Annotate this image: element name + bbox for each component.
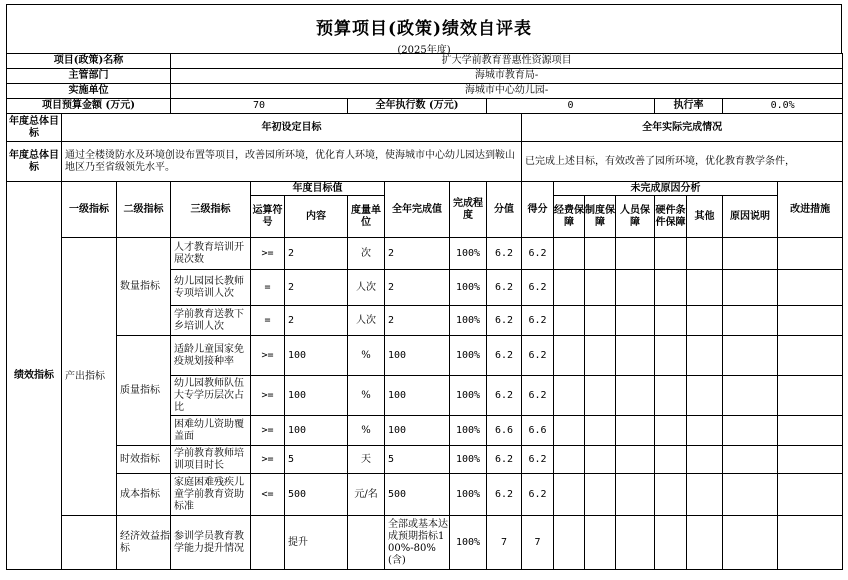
indicator-full: 全部或基本达成预期指标100%-80%(含) xyxy=(385,516,450,570)
goal-label-2: 年度总体目标 xyxy=(7,142,62,182)
rate-value: 0.0% xyxy=(723,99,843,114)
indicator-degree: 100% xyxy=(450,270,487,306)
indicator-content: 2 xyxy=(285,270,348,306)
actual-goal-text: 已完成上述目标，有效改善了园所环境，优化教育教学条件， xyxy=(522,142,843,182)
degree-header: 完成程度 xyxy=(450,182,487,238)
full-year-header: 全年完成值 xyxy=(385,182,450,238)
evaluation-sheet xyxy=(6,4,842,570)
indicator-degree: 100% xyxy=(450,516,487,570)
budget-label: 项目预算金额 (万元) xyxy=(7,99,171,114)
quality-indicator: 质量指标 xyxy=(117,336,171,446)
reason-staff-header: 人员保障 xyxy=(616,196,655,238)
goal-label: 年度总体目标 xyxy=(7,114,62,142)
exec-label: 全年执行数 (万元) xyxy=(348,99,487,114)
indicator-op: >= xyxy=(251,336,285,376)
indicator-unit: 天 xyxy=(348,446,385,474)
indicator-unit xyxy=(348,516,385,570)
indicator-degree: 100% xyxy=(450,446,487,474)
budget-value: 70 xyxy=(171,99,348,114)
reason-system-header: 制度保障 xyxy=(585,196,616,238)
perf-indicator-label: 绩效指标 xyxy=(7,182,62,570)
indicator-op: >= xyxy=(251,416,285,446)
dept-value: 海城市教育局- xyxy=(171,69,843,84)
indicator-weight: 6.2 xyxy=(487,376,522,416)
score-weight-header: 分值 xyxy=(487,182,522,238)
indicator-full: 100 xyxy=(385,336,450,376)
indicator-unit: % xyxy=(348,336,385,376)
initial-goal-header: 年初设定目标 xyxy=(62,114,522,142)
rate-label: 执行率 xyxy=(655,99,723,114)
indicator-score: 6.2 xyxy=(522,474,554,516)
content-header: 内容 xyxy=(285,196,348,238)
reason-other-header: 其他 xyxy=(687,196,723,238)
indicator-op xyxy=(251,516,285,570)
score-header: 得分 xyxy=(522,182,554,238)
indicator-content: 100 xyxy=(285,416,348,446)
unfinished-header: 未完成原因分析 xyxy=(554,182,778,196)
table-row xyxy=(7,474,843,516)
unit-value: 海城市中心幼儿园- xyxy=(171,84,843,99)
indicator-content: 提升 xyxy=(285,516,348,570)
indicator-name: 幼儿园园长教师专项培训人次 xyxy=(171,270,251,306)
indicator-weight: 6.2 xyxy=(487,446,522,474)
indicator-weight: 6.2 xyxy=(487,474,522,516)
indicator-weight: 6.2 xyxy=(487,238,522,270)
level2-header: 二级指标 xyxy=(117,182,171,238)
unit-label: 实施单位 xyxy=(7,84,171,99)
indicator-full: 100 xyxy=(385,416,450,446)
indicator-op: = xyxy=(251,270,285,306)
indicator-degree: 100% xyxy=(450,416,487,446)
reason-hardware-header: 硬件条件保障 xyxy=(655,196,687,238)
indicator-degree: 100% xyxy=(450,306,487,336)
report-year: (2025年度) xyxy=(397,45,451,56)
indicator-score: 6.6 xyxy=(522,416,554,446)
indicator-name: 家庭困难残疾儿童学前教育资助标准 xyxy=(171,474,251,516)
actual-goal-header: 全年实际完成情况 xyxy=(522,114,843,142)
exec-value: 0 xyxy=(487,99,655,114)
indicator-name: 人才教育培训开展次数 xyxy=(171,238,251,270)
indicator-unit: 次 xyxy=(348,238,385,270)
indicator-content: 2 xyxy=(285,238,348,270)
indicator-degree: 100% xyxy=(450,336,487,376)
measure-unit-header: 度量单位 xyxy=(348,196,385,238)
econ-indicator: 经济效益指标 xyxy=(117,516,171,570)
indicator-full: 5 xyxy=(385,446,450,474)
table-row xyxy=(7,516,843,570)
level1-header: 一级指标 xyxy=(62,182,117,238)
title-box xyxy=(6,4,842,56)
evaluation-table xyxy=(6,53,843,570)
dept-label: 主管部门 xyxy=(7,69,171,84)
indicator-full: 2 xyxy=(385,306,450,336)
indicator-unit: % xyxy=(348,376,385,416)
indicator-name: 参训学员教育教学能力提升情况 xyxy=(171,516,251,570)
indicator-unit: 人次 xyxy=(348,270,385,306)
indicator-score: 6.2 xyxy=(522,270,554,306)
indicator-full: 2 xyxy=(385,238,450,270)
indicator-weight: 6.2 xyxy=(487,270,522,306)
table-row xyxy=(7,238,843,270)
cost-indicator: 成本指标 xyxy=(117,474,171,516)
indicator-op: <= xyxy=(251,474,285,516)
level3-header: 三级指标 xyxy=(171,182,251,238)
indicator-score: 6.2 xyxy=(522,336,554,376)
initial-goal-text: 通过全楼烫防水及环境创设布置等项目，改善园所环境，优化育人环境，使海城市中心幼儿园达到鞍山地区乃至省级领先水平。 xyxy=(62,142,522,182)
indicator-weight: 6.2 xyxy=(487,306,522,336)
indicator-full: 100 xyxy=(385,376,450,416)
indicator-name: 学前教育教师培训项目时长 xyxy=(171,446,251,474)
indicator-weight: 6.2 xyxy=(487,336,522,376)
table-row xyxy=(7,336,843,376)
indicator-content: 500 xyxy=(285,474,348,516)
reason-funding-header: 经费保障 xyxy=(554,196,585,238)
quantity-indicator: 数量指标 xyxy=(117,238,171,336)
indicator-score: 6.2 xyxy=(522,446,554,474)
indicator-op: >= xyxy=(251,376,285,416)
indicator-unit: 元/名 xyxy=(348,474,385,516)
indicator-score: 6.2 xyxy=(522,306,554,336)
indicator-op: = xyxy=(251,306,285,336)
page-title: 预算项目(政策)绩效自评表 xyxy=(315,19,533,39)
indicator-degree: 100% xyxy=(450,238,487,270)
indicator-unit: 人次 xyxy=(348,306,385,336)
indicator-weight: 7 xyxy=(487,516,522,570)
indicator-op: >= xyxy=(251,446,285,474)
project-name-label: 项目(政策)名称 xyxy=(7,54,171,69)
indicator-weight: 6.6 xyxy=(487,416,522,446)
indicator-content: 100 xyxy=(285,376,348,416)
operator-header: 运算符号 xyxy=(251,196,285,238)
indicator-name: 困难幼儿资助覆盖面 xyxy=(171,416,251,446)
indicator-content: 2 xyxy=(285,306,348,336)
indicator-full: 500 xyxy=(385,474,450,516)
indicator-score: 6.2 xyxy=(522,238,554,270)
indicator-degree: 100% xyxy=(450,474,487,516)
indicator-name: 适龄儿童国家免疫规划接种率 xyxy=(171,336,251,376)
table-row xyxy=(7,446,843,474)
indicator-full: 2 xyxy=(385,270,450,306)
indicator-content: 100 xyxy=(285,336,348,376)
indicator-name: 幼儿园教师队伍大专学历层次占比 xyxy=(171,376,251,416)
time-indicator: 时效指标 xyxy=(117,446,171,474)
indicator-name: 学前教育送教下乡培训人次 xyxy=(171,306,251,336)
improve-header: 改进措施 xyxy=(778,182,843,238)
indicator-degree: 100% xyxy=(450,376,487,416)
indicator-op: >= xyxy=(251,238,285,270)
reason-note-header: 原因说明 xyxy=(723,196,778,238)
annual-target-header: 年度目标值 xyxy=(251,182,385,196)
output-indicator: 产出指标 xyxy=(62,238,117,516)
indicator-score: 6.2 xyxy=(522,376,554,416)
indicator-unit: % xyxy=(348,416,385,446)
project-name: 扩大学前教育普惠性资源项目 xyxy=(171,54,843,69)
indicator-content: 5 xyxy=(285,446,348,474)
indicator-score: 7 xyxy=(522,516,554,570)
